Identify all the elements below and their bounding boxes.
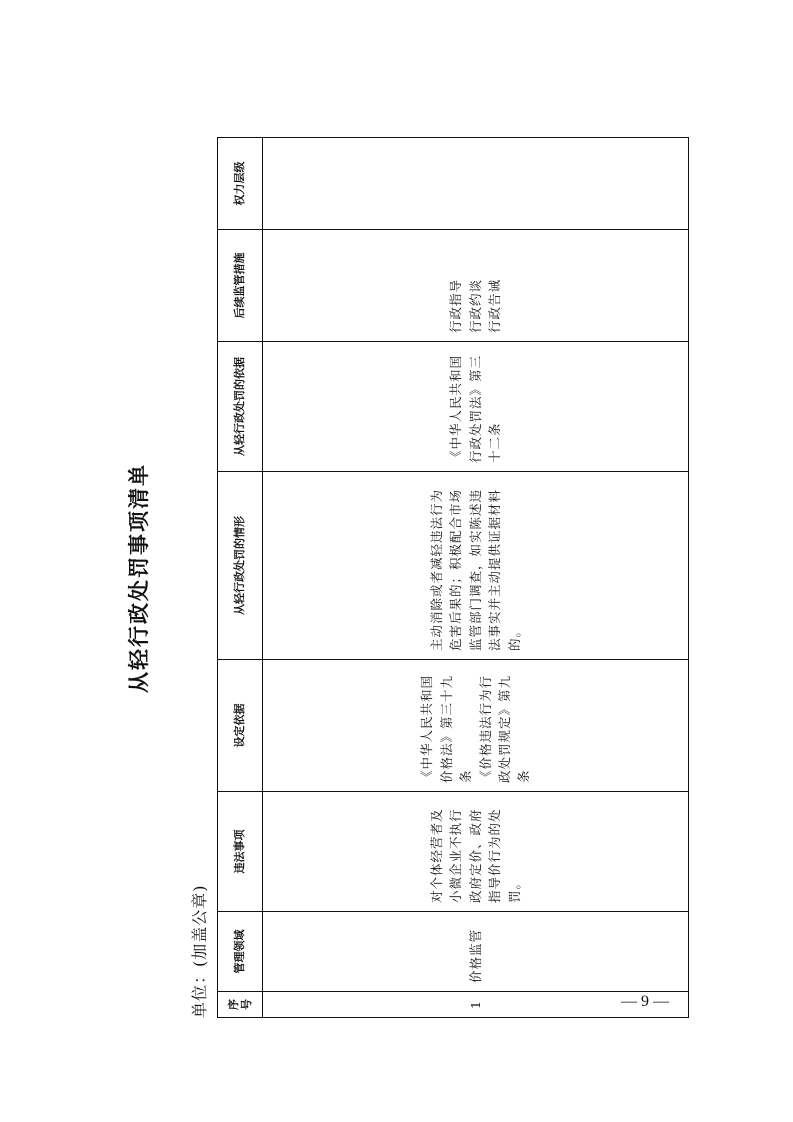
header-basis: 设定依据	[218, 660, 263, 792]
header-penalty-basis: 从轻行政处罚的依据	[218, 342, 263, 472]
cell-domain	[263, 912, 689, 992]
header-level: 权力层级	[218, 138, 263, 230]
followup-value: 行政指导 行政约谈 行政告诫	[448, 278, 503, 333]
cell-followup	[263, 230, 689, 342]
header-followup: 后续监管措施	[218, 230, 263, 342]
circumstance-value: 主动消除或者减轻违法行为危害后果的；积极配合市场监管部门调查，如实陈述违法事实并主动提供证据材料的。	[429, 488, 522, 651]
penalty-table	[217, 137, 689, 1018]
domain-value: 价格监管	[467, 928, 483, 983]
cell-seq	[263, 992, 689, 1018]
seq-value: 1	[467, 1000, 483, 1009]
header-violation: 违法事项	[218, 792, 263, 912]
header-seq: 序号	[218, 992, 263, 1018]
cell-basis	[263, 660, 689, 792]
page-number: — 9 —	[621, 993, 669, 1010]
cell-penalty-basis	[263, 342, 689, 472]
penalty-basis-value: 《中华人民共和国行政处罚法》第三十二条	[448, 354, 503, 463]
header-row	[218, 138, 263, 1018]
header-domain: 管理领域	[218, 912, 263, 992]
basis-value: 《中华人民共和国价格法》第三十九条 《价格违法行为行政处罚规定》第九条	[419, 674, 532, 783]
rotated-content	[123, 138, 693, 1018]
header-circumstance: 从轻行政处罚的情形	[218, 472, 263, 660]
table-row	[263, 138, 689, 1018]
document-title: 从轻行政处罚事项清单	[127, 463, 151, 693]
cell-level	[263, 138, 689, 230]
cell-violation	[263, 792, 689, 912]
cell-circumstance	[263, 472, 689, 660]
violation-value: 对个体经营者及小微企业不执行政府定价、政府指导价行为的处罚。	[429, 808, 522, 903]
unit-label: 单位：(加盖公章)	[190, 884, 209, 1018]
